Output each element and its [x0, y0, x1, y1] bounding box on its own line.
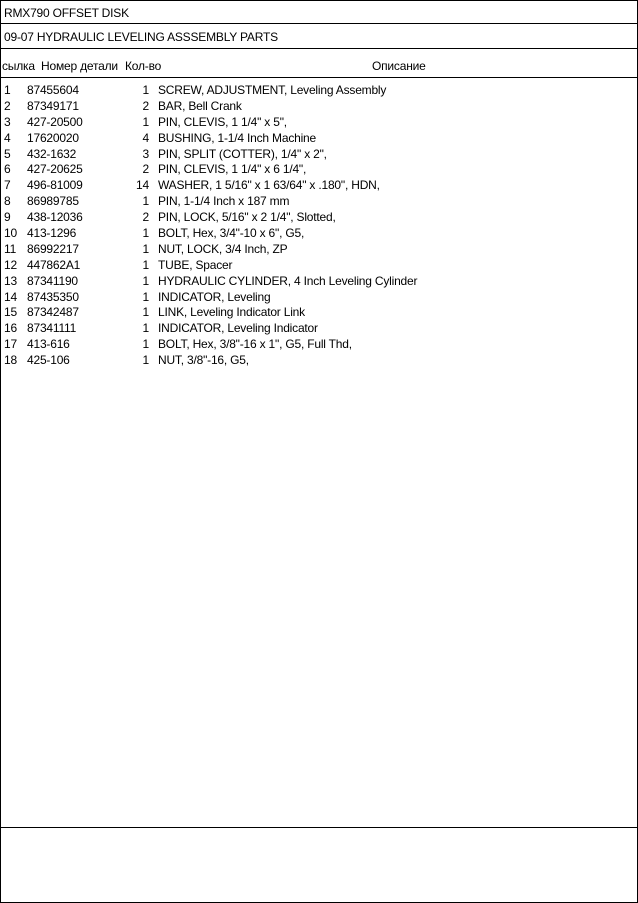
cell-quantity: 2: [142, 98, 149, 113]
cell-description: BOLT, Hex, 3/4"-10 x 6", G5,: [158, 226, 305, 241]
cell-ref: 7: [4, 178, 11, 193]
cell-ref: 4: [4, 130, 11, 145]
table-row: [1, 337, 637, 353]
cell-quantity: 2: [142, 162, 149, 177]
table-row: [1, 305, 637, 321]
divider-title: [1, 23, 637, 24]
table-row: [1, 178, 637, 194]
cell-description: PIN, CLEVIS, 1 1/4" x 5",: [158, 114, 287, 129]
parts-table-body: [1, 83, 637, 369]
cell-ref: 17: [4, 337, 17, 352]
cell-quantity: 4: [142, 130, 149, 145]
cell-ref: 10: [4, 226, 17, 241]
cell-quantity: 1: [142, 83, 149, 97]
cell-description: INDICATOR, Leveling Indicator: [158, 321, 318, 336]
cell-part-number: 87342487: [27, 305, 79, 320]
cell-quantity: 1: [142, 305, 149, 320]
table-row: [1, 83, 637, 99]
cell-description: PIN, LOCK, 5/16" x 2 1/4", Slotted,: [158, 210, 336, 225]
cell-ref: 1: [4, 83, 11, 97]
table-row: [1, 353, 637, 369]
table-row: [1, 210, 637, 226]
table-row: [1, 226, 637, 242]
cell-quantity: 1: [142, 321, 149, 336]
cell-description: TUBE, Spacer: [158, 257, 233, 272]
cell-ref: 5: [4, 146, 11, 161]
table-row: [1, 99, 637, 115]
table-row: [1, 242, 637, 258]
cell-description: HYDRAULIC CYLINDER, 4 Inch Leveling Cylinder: [158, 273, 418, 288]
cell-part-number: 425-106: [27, 353, 70, 368]
cell-description: INDICATOR, Leveling: [158, 289, 271, 304]
cell-quantity: 1: [142, 241, 149, 256]
column-header-ref: сылка: [2, 59, 35, 73]
cell-description: BUSHING, 1-1/4 Inch Machine: [158, 130, 317, 145]
cell-ref: 15: [4, 305, 17, 320]
cell-part-number: 87341111: [27, 321, 77, 336]
cell-description: WASHER, 1 5/16" x 1 63/64" x .180", HDN,: [158, 178, 380, 193]
cell-ref: 8: [4, 194, 11, 209]
cell-part-number: 86992217: [27, 241, 79, 256]
table-row: [1, 194, 637, 210]
cell-part-number: 87349171: [27, 98, 79, 113]
cell-ref: 12: [4, 257, 17, 272]
cell-description: NUT, LOCK, 3/4 Inch, ZP: [158, 241, 288, 256]
table-row: [1, 115, 637, 131]
cell-description: NUT, 3/8"-16, G5,: [158, 353, 249, 368]
cell-ref: 6: [4, 162, 11, 177]
cell-part-number: 87455604: [27, 83, 79, 97]
cell-part-number: 413-1296: [27, 226, 77, 241]
cell-part-number: 413-616: [27, 337, 70, 352]
column-header-quantity: Кол-во: [125, 59, 162, 73]
cell-description: LINK, Leveling Indicator Link: [158, 305, 305, 320]
divider-footer: [1, 827, 637, 828]
cell-part-number: 427-20500: [27, 114, 83, 129]
cell-part-number: 496-81009: [27, 178, 83, 193]
table-row: [1, 274, 637, 290]
cell-description: PIN, SPLIT (COTTER), 1/4" x 2",: [158, 146, 327, 161]
cell-quantity: 14: [136, 178, 149, 193]
cell-ref: 9: [4, 210, 11, 225]
cell-part-number: 87341190: [27, 273, 78, 288]
cell-description: SCREW, ADJUSTMENT, Leveling Assembly: [158, 83, 387, 97]
cell-ref: 13: [4, 273, 17, 288]
document-subtitle: 09-07 HYDRAULIC LEVELING ASSSEMBLY PARTS: [4, 30, 278, 44]
cell-part-number: 17620020: [27, 130, 79, 145]
cell-ref: 3: [4, 114, 11, 129]
cell-part-number: 427-20625: [27, 162, 83, 177]
cell-quantity: 1: [142, 114, 149, 129]
cell-quantity: 1: [142, 337, 149, 352]
cell-part-number: 86989785: [27, 194, 79, 209]
divider-subtitle: [1, 48, 637, 49]
cell-quantity: 3: [142, 146, 149, 161]
cell-quantity: 1: [142, 226, 149, 241]
cell-ref: 2: [4, 98, 11, 113]
cell-ref: 14: [4, 289, 17, 304]
table-row: [1, 162, 637, 178]
cell-part-number: 432-1632: [27, 146, 77, 161]
table-row: [1, 131, 637, 147]
cell-quantity: 1: [142, 289, 149, 304]
cell-part-number: 447862A1: [27, 257, 81, 272]
document-title: RMX790 OFFSET DISK: [4, 6, 129, 20]
cell-quantity: 1: [142, 257, 149, 272]
table-row: [1, 258, 637, 274]
divider-header: [1, 77, 637, 78]
cell-part-number: 87435350: [27, 289, 79, 304]
column-header-part-number: Номер детали: [41, 59, 118, 73]
cell-quantity: 1: [142, 194, 149, 209]
cell-part-number: 438-12036: [27, 210, 83, 225]
cell-description: BAR, Bell Crank: [158, 98, 242, 113]
cell-description: BOLT, Hex, 3/8"-16 x 1", G5, Full Thd,: [158, 337, 352, 352]
cell-description: PIN, CLEVIS, 1 1/4" x 6 1/4",: [158, 162, 307, 177]
cell-ref: 16: [4, 321, 17, 336]
cell-quantity: 1: [142, 353, 149, 368]
cell-ref: 11: [4, 241, 17, 256]
cell-ref: 18: [4, 353, 17, 368]
cell-quantity: 2: [142, 210, 149, 225]
column-header-description: Описание: [372, 59, 426, 73]
cell-quantity: 1: [142, 273, 149, 288]
table-row: [1, 321, 637, 337]
table-row: [1, 290, 637, 306]
table-row: [1, 147, 637, 163]
cell-description: PIN, 1-1/4 Inch x 187 mm: [158, 194, 290, 209]
